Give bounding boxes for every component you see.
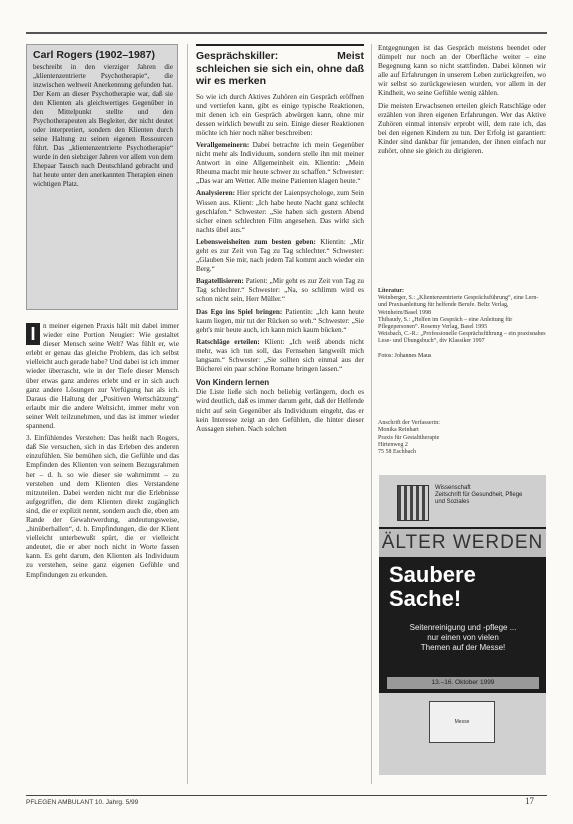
ad-logo-icon xyxy=(397,485,429,521)
literature-item: Weinberger, S.: „Klientenzentrierte Gesprächsführung“, eine Lern- und Praxisanleitung für helfende Berufe. Beltz Verlag, Weinheim/Basel 1998 xyxy=(378,295,539,316)
paragraph-head: Analysieren: xyxy=(196,189,235,198)
info-box-body xyxy=(33,63,173,189)
literature-heading: Literatur: xyxy=(378,288,404,294)
paragraph xyxy=(196,238,364,274)
address-line: 75 58 Eschbach xyxy=(378,449,416,456)
paragraph xyxy=(196,338,364,374)
ad-subtext-line: nur einen von vielen xyxy=(427,633,499,642)
author-address xyxy=(378,420,546,456)
footer-rule xyxy=(26,795,547,796)
ad-org-line: Wissenschaft xyxy=(435,485,471,491)
ad-org-line: und Soziales xyxy=(435,499,470,506)
ad-date: 13.–16. Oktober 1999 xyxy=(387,677,539,689)
ad-subtext xyxy=(387,623,539,653)
paragraph-head: Das Ego ins Spiel bringen: xyxy=(196,307,283,316)
paragraph-head: Ratschläge erteilen: xyxy=(196,337,260,346)
ad-footer xyxy=(379,693,546,775)
section-rule xyxy=(196,44,364,46)
info-box-text: beschreibt in den vierziger Jahren die „klientenzentrierte Psychotherapie“, die inzwischen weltweit Anerkennung gefunden hat. Der Kern an dieser Psychotherapie war, daß sie den Klienten als gleichwertiges Gegenüber in den Mittelpunkt stellte und den Psychotherapeuten als Begleiter, der nicht deutet oder interpretiert, sondern den Klienten durch seine Haltung zu seinen eigenen Ressourcen führt. Das „klientenzentrierte Psychotherapie“ wurde in den siebziger Jahren vor allem von dem Ehepaar Tausch nach Deutschland gebracht und hat heute unter den anerkannten Therapien einen wichtigen Platz. xyxy=(33,63,173,188)
paragraph: Die Liste ließe sich noch beliebig verlängern, doch es wird deutlich, daß es immer darum geht, daß der Helfende nicht auf sein Gegenüber als Individuum eingeht, das er kein Interesse zeigt an den Gefühlen, die hinter dieser Aussagen stehen. Nach solchen xyxy=(196,388,364,433)
address-line: Hirtenweg 2 xyxy=(378,441,408,448)
paragraph-text: Dabei betrachte ich mein Gegenüber nicht mehr als Individuum, sondern stelle ihn mit meiner Antwort in eine Allgemeinheit ein. Klientin: „Mein Rheuma macht mir heute schwer zu schaffen.“ Schwester: „Das war am Wetter. Alle meine Patienten klagen heute.“ xyxy=(196,140,365,186)
footer-journal: PFLEGEN AMBULANT 10. Jahrg. 5/99 xyxy=(26,799,139,806)
paragraph xyxy=(196,189,364,234)
literature-item: Thibaudy, S.: „Helfen im Gespräch – eine Anleitung für Pflegepersonen“. Rosemy Verlag, Basel 1995 xyxy=(378,316,513,331)
paragraph-text: Klient: „Ich weiß abends nicht mehr, was ich tun soll, das Fernsehen langweilt mich langsam.“ Schwester: „Sie sollten sich einmal aus der Bücherei ein paar schöne Romane bringen lassen.“ xyxy=(196,337,365,374)
literature-item: Weisbach, C.-R.: „Professionelle Gesprächsführung – ein praxisnahes Lese- und Übungsbuch“, dtv Klassiker 1997 xyxy=(378,331,546,345)
photo-credit xyxy=(378,352,546,364)
ad-subtext-line: Themen auf der Messe! xyxy=(420,643,506,652)
column-divider xyxy=(187,44,188,784)
paragraph-text: Hier spricht der Laienpsychologe, zum Sein Wissen aus. Klient: „Ich habe heute Nacht ganz schlecht geschlafen.“ Schwester: „Sie haben sich gestern Abend sicher einen schlechten Film angesehen. Das wirkt sich nachts übel aus.“ xyxy=(196,189,364,234)
address-line: Praxis für Gestalttherapie xyxy=(378,434,440,441)
literature-list xyxy=(378,288,546,346)
column-divider xyxy=(371,44,372,784)
paragraph: Entgegnungen ist das Gespräch meistens beendet oder dümpelt nur noch an der Oberfläche weiter – eine Begegnung kann so nicht stattfinden. Dabei können wir alle auf Erfahrungen in unserem Leben zurückgreifen, wo wir selbst so zurückgewiesen wurden, vor allem in der Kindheit, wo seine Gefühle wenig zählen. xyxy=(378,44,546,98)
ad-headline: Saubere Sache! xyxy=(389,562,476,611)
paragraph: Die meisten Erwachsenen erteilen gleich Ratschläge oder erzählen von ihren eigenen Erfahrungen. Wer das Aktive Zuhören einmal intensiv erprobt will, dem rate ich, das bei den eigenen Kindern zu tun. Der Erfolg ist garantiert: Kinder sind dankbar für jemanden, der ihnen einfach nur zuhört, ohne sie gleich zu dirigieren. xyxy=(378,101,546,156)
ad-subtext-line: Seitenreinigung und -pflege ... xyxy=(409,623,517,632)
ad-org xyxy=(435,485,539,507)
paragraph xyxy=(196,93,364,138)
advertisement[interactable] xyxy=(379,475,546,775)
ad-org-line: Zeitschrift für Gesundheit, Pflege xyxy=(435,492,523,499)
column-3 xyxy=(378,44,546,159)
paragraph xyxy=(196,141,364,186)
info-box-title: Carl Rogers (1902–1987) xyxy=(33,49,155,61)
paragraph-text: So wie ich durch Aktives Zuhören ein Gespräch eröffnen und vertiefen kann, gibt es einige typische Reaktionen, mit denen ich ein Gespräch abwürgen kann, ohne mir dessen wirklich bewußt zu sein. Einige dieser Reaktionen möchte ich hier noch näher beschreiben: xyxy=(196,92,364,137)
photo-credit-text: Fotos: Johannes Maus xyxy=(378,353,432,359)
info-box xyxy=(26,44,178,310)
paragraph: 3. Einfühlendes Verstehen: Das heißt nach Rogers, daß Sie versuchen, sich in das Erleben des anderen einzufühlen. Sie bemühen sich, die Gefühle und das Empfinden des Klienten von seinem Bezugsrahmen her – d. h. so wie dieser sie wahrnimmt – zu verstehen und dem Klienten dies Verstandene mitzuteilen. Dabei werden nicht nur die Erlebnisse aufgegriffen, die dem Klienten direkt zugänglich sind, die er explizit nennt, sondern auch die, eben am Rande der Gewahrwerdung, andeutungsweise, „hinüberhallen“, d. h. Empfindungen, die der Klient vielleicht unterbewußt spürt, die er vielleicht andeutet, die er aber noch nicht in Worte fassen kann. Es geht darum, den Klienten als Individuum zu verstehen, seine ganz eigenen Gefühle und Empfindungen zu erkunden. xyxy=(26,434,179,579)
paragraph-head: Lebensweisheiten zum besten geben: xyxy=(196,237,316,246)
paragraph xyxy=(196,277,364,304)
page-number: 17 xyxy=(525,796,534,806)
paragraph xyxy=(196,308,364,335)
paragraph-text: Patientin: „Ich kann heute kaum liegen, mir tut der Rücken so weh.“ Schwester: „Sie geht's mir heute auch, ich kann mich kaum bücken.“ xyxy=(196,307,365,334)
paragraph: n meiner eigenen Praxis hält mit dabei immer wieder eine Portion Neugier: Wie gestaltet dieser Mensch seine Welt? Was fühlt er, wie erlebt er genau das gleiche Problem, das ich selbst vielleicht auch gerade habe? Und dabei ist ich immer wieder überrascht, wie in der Tiefe dieser Mensch über etwas ganz anderes erlebt und er in sich auch ganz andere Lösungen zur Verfügung hat als ich. Daraus die Haltung der „Positiven Wertschätzung“ erlaubt mir die andere Weltsicht, immer mehr von seiner Welt teilzunehmen, und das ist immer wieder spannend. xyxy=(26,322,179,431)
paragraph-head: Bagatellisieren: xyxy=(196,277,244,286)
paragraph-text: Patient: „Mir geht es zur Zeit von Tag zu Tag schlechter.“ Schwester: „Na, so schlimm wird es schon nicht sein, Herr Müller.“ xyxy=(196,277,365,304)
column-2 xyxy=(196,44,364,437)
column-1 xyxy=(26,322,179,583)
paragraph-text: Klientin: „Mir geht es zur Zeit von Tag zu Tag schlechter.“ Schwester: „Glauben Sie mir, nach jedem Tal kommt auch wieder ein Berg.“ xyxy=(196,237,365,274)
ad-badge: Messe xyxy=(429,701,495,743)
subheading: Von Kindern lernen xyxy=(196,378,270,388)
top-rule xyxy=(26,32,547,34)
address-line: Monika Reinhart xyxy=(378,427,419,434)
section-heading: Gesprächskiller: Meist schleichen sie sich ein, ohne daß wir es merken xyxy=(196,50,364,87)
paragraph-head: Verallgemeinern: xyxy=(196,140,250,149)
ad-band: ÄLTER WERDEN xyxy=(379,529,546,557)
address-heading: Anschrift der Verfasserin: xyxy=(378,420,440,426)
drop-cap: I xyxy=(26,323,40,345)
ad-header xyxy=(379,475,546,527)
